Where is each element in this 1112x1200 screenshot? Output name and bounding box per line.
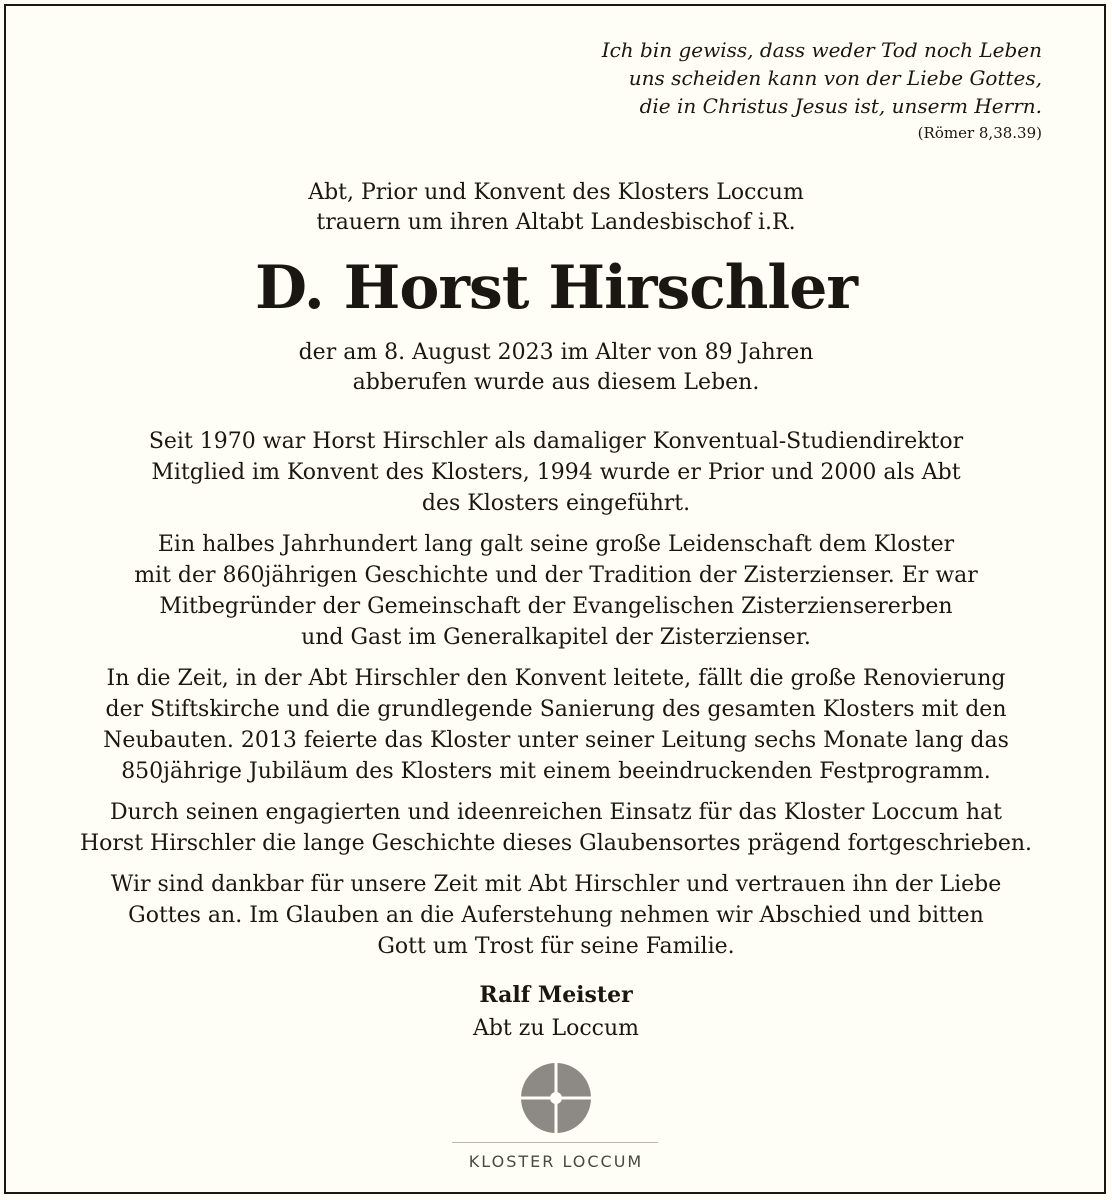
paragraph-line: Mitbegründer der Gemeinschaft der Evangelischen Zisterziensererben [159, 594, 953, 619]
paragraph-line: In die Zeit, in der Abt Hirschler den Konvent leitete, fällt die große Renovierung [106, 666, 1006, 691]
intro-text [0, 178, 1112, 238]
paragraph-line: der Stiftskirche und die grundlegende Sanierung des gesamten Klosters mit den [105, 697, 1007, 722]
logo-divider [452, 1142, 658, 1143]
intro-line: Abt, Prior und Konvent des Klosters Loccum [308, 180, 804, 205]
quote-line: Ich bin gewiss, dass weder Tod noch Leben [601, 38, 1042, 62]
paragraph [0, 529, 1112, 653]
paragraph [0, 797, 1112, 859]
paragraph [0, 663, 1112, 787]
cross-emblem-icon [520, 1062, 592, 1134]
paragraph [0, 426, 1112, 519]
logo-text: KLOSTER LOCCUM [468, 1152, 644, 1171]
paragraph-line: und Gast im Generalkapitel der Zisterzienser. [301, 625, 811, 650]
paragraph-line: des Klosters eingeführt. [421, 491, 691, 516]
signer-title: Abt zu Loccum [472, 1016, 640, 1041]
obituary-body [0, 426, 1112, 972]
signer-name: Ralf Meister [479, 982, 633, 1008]
paragraph-line: Ein halbes Jahrhundert lang galt seine große Leidenschaft dem Kloster [157, 532, 955, 557]
intro-line: trauern um ihren Altabt Landesbischof i.R. [316, 210, 796, 235]
paragraph-line: mit der 860jährigen Geschichte und der Tradition der Zisterzienser. Er war [134, 563, 978, 588]
quote-line: uns scheiden kann von der Liebe Gottes, [628, 66, 1042, 90]
paragraph-line: Neubauten. 2013 feierte das Kloster unter seiner Leitung sechs Monate lang das [103, 728, 1009, 753]
death-notice [0, 338, 1112, 398]
quote-line: die in Christus Jesus ist, unserm Herrn. [639, 94, 1042, 118]
quote-reference: (Römer 8,38.39) [917, 124, 1042, 142]
bible-quote [602, 36, 1042, 144]
paragraph-line: Gottes an. Im Glauben an die Auferstehung nehmen wir Abschied und bitten [128, 903, 984, 928]
death-line: abberufen wurde aus diesem Leben. [352, 370, 760, 395]
paragraph-line: Wir sind dankbar für unsere Zeit mit Abt Hirschler und vertrauen ihn der Liebe [110, 872, 1002, 897]
paragraph-line: 850jährige Jubiläum des Klosters mit einem beeindruckenden Festprogramm. [121, 759, 991, 784]
paragraph-line: Mitglied im Konvent des Klosters, 1994 wurde er Prior und 2000 als Abt [151, 460, 961, 485]
paragraph-line: Durch seinen engagierten und ideenreichen Einsatz für das Kloster Loccum hat [110, 800, 1002, 825]
death-line: der am 8. August 2023 im Alter von 89 Jahren [298, 340, 814, 365]
paragraph-line: Horst Hirschler die lange Geschichte dieses Glaubensortes prägend fortgeschrieben. [79, 831, 1033, 856]
deceased-name: D. Horst Hirschler [255, 253, 857, 323]
paragraph-line: Seit 1970 war Horst Hirschler als damaliger Konventual-Studiendirektor [148, 429, 964, 454]
paragraph-line: Gott um Trost für seine Familie. [377, 934, 735, 959]
paragraph [0, 869, 1112, 962]
